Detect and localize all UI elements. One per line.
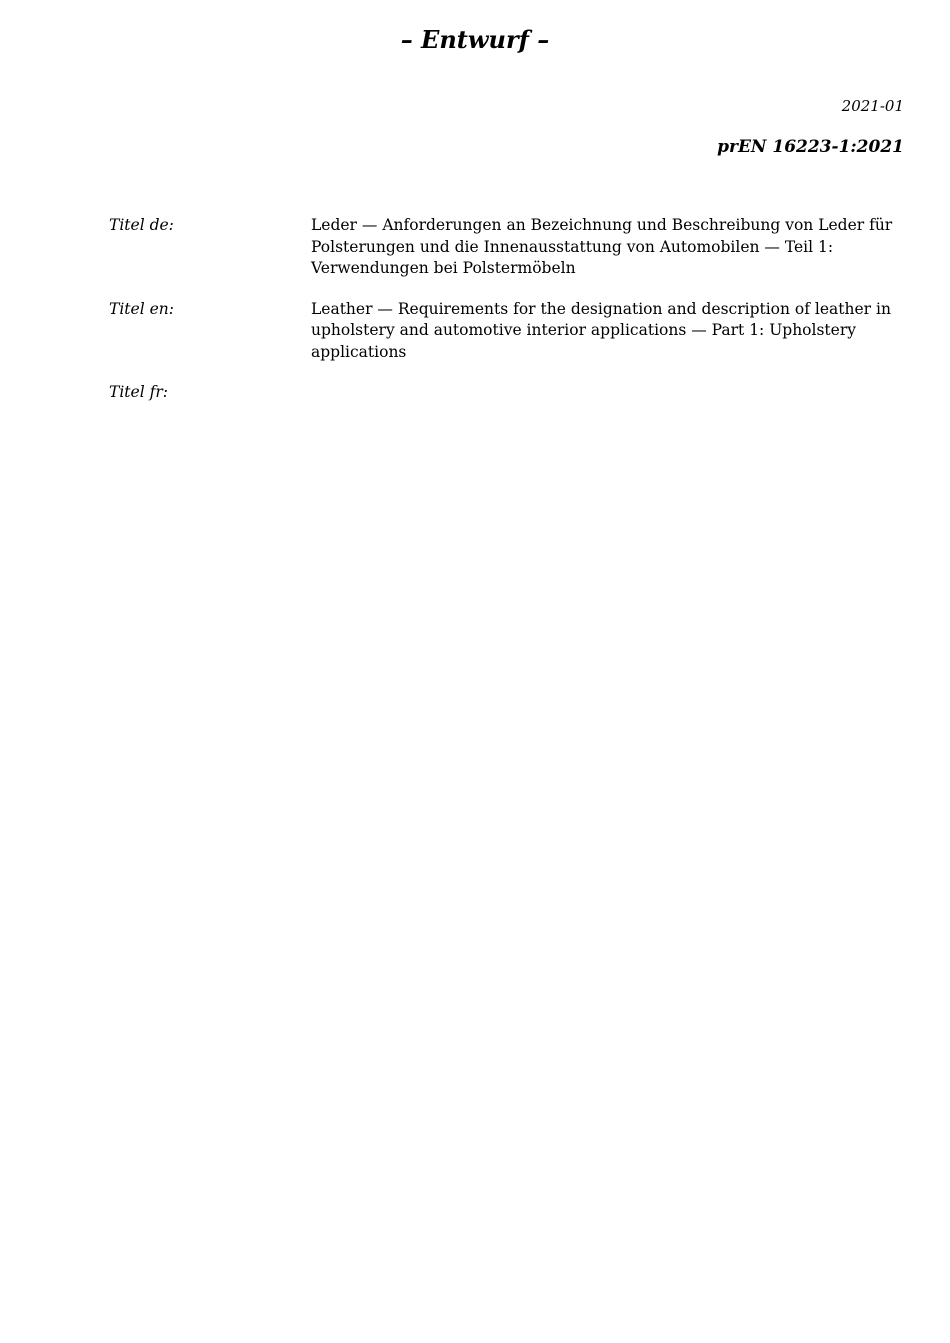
title-list [109,215,904,423]
document-date: 2021-01 [841,97,904,115]
title-row-de [109,215,904,280]
draft-heading: – Entwurf – [400,25,550,54]
title-row-en [109,299,904,364]
title-label-fr: Titel fr: [109,383,168,401]
title-text-de: Leder — Anforderungen an Bezeichnung und Beschreibung von Leder für Polsterungen und die Innenausstattung von Automobilen — Teil 1: Verwendungen bei Polstermöbeln [311,216,893,277]
document-number: prEN 16223-1:2021 [717,137,904,157]
title-text-en: Leather — Requirements for the designation and description of leather in upholstery and automotive interior applications — Part 1: Upholstery applications [311,299,891,361]
title-label-de: Titel de: [109,216,174,234]
title-row-fr [109,382,904,404]
title-label-en: Titel en: [109,299,174,318]
title-text-fr [311,382,904,404]
